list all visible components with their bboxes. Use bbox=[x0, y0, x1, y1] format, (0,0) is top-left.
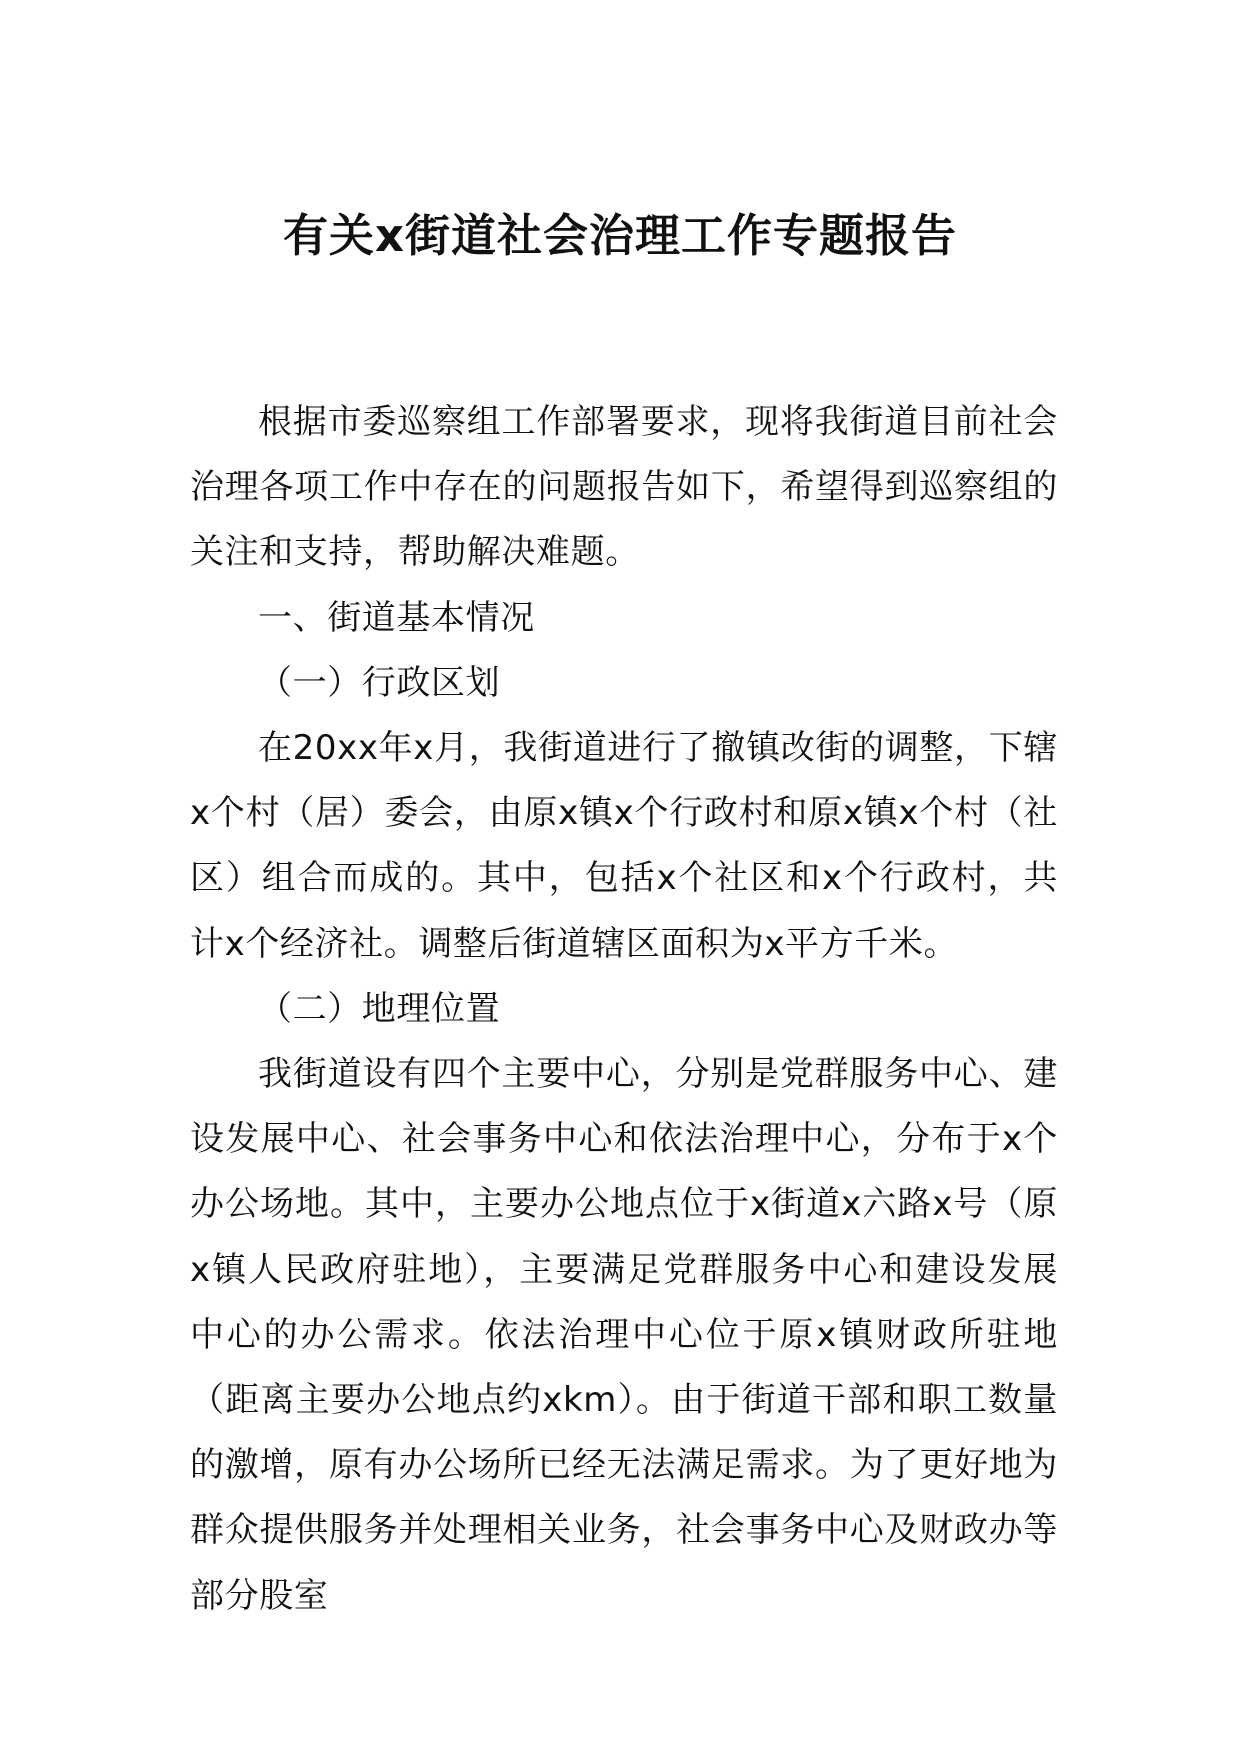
intro-paragraph: 根据市委巡察组工作部署要求，现将我街道目前社会治理各项工作中存在的问题报告如下，希望得到巡察组的关注和支持，帮助解决难题。 bbox=[190, 402, 1058, 573]
section-heading-basic-info: 一、街道基本情况 bbox=[258, 597, 535, 638]
document-title: 有关x街道社会治理工作专题报告 bbox=[282, 209, 958, 262]
admin-division-paragraph: 在20xx年x月，我街道进行了撤镇改街的调整，下辖x个村（居）委会，由原x镇x个行政村和原x镇x个村（社区）组合而成的。其中，包括x个社区和x个行政村，共计x个经济社。调整后街道辖区面积为x平方千米。 bbox=[190, 728, 1058, 964]
document-body bbox=[190, 390, 1058, 1629]
subsection-heading-location: （二）地理位置 bbox=[258, 988, 501, 1029]
subsection-heading-admin-division: （一）行政区划 bbox=[258, 662, 501, 703]
location-paragraph: 我街道设有四个主要中心，分别是党群服务中心、建设发展中心、社会事务中心和依法治理中心，分布于x个办公场地。其中，主要办公地点位于x街道x六路x号（原x镇人民政府驻地），主要满足党群服务中心和建设发展中心的办公需求。依法治理中心位于原x镇财政所驻地（距离主要办公地点约xkm）。由于街道干部和职工数量的激增，原有办公场所已经无法满足需求。为了更好地为群众提供服务并处理相关业务，社会事务中心及财政办等部分股室 bbox=[190, 1054, 1058, 1616]
